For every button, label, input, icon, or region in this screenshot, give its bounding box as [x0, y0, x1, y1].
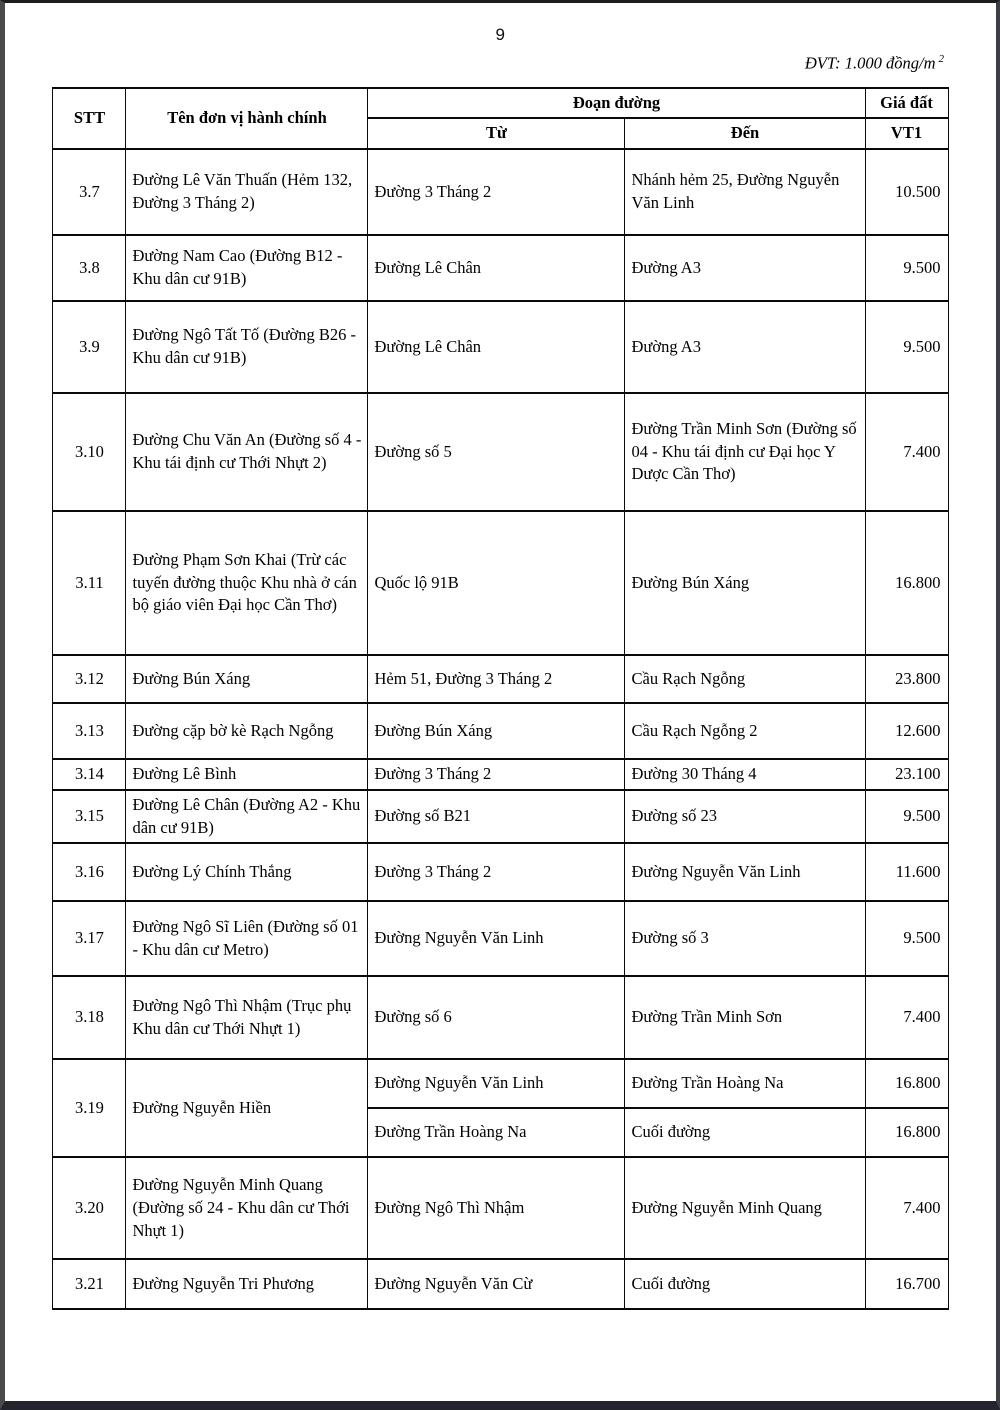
row-from: Đường Bún Xáng — [368, 703, 625, 759]
row-admin-unit: Đường Lê Chân (Đường A2 - Khu dân cư 91B) — [126, 790, 368, 844]
row-stt: 3.9 — [53, 301, 126, 393]
table-row — [53, 301, 948, 393]
table-row — [53, 393, 948, 511]
row-price-vt1: 16.800 — [865, 511, 948, 655]
row-admin-unit: Đường Lê Bình — [126, 759, 368, 790]
row-stt: 3.16 — [53, 843, 126, 901]
row-to: Đường Trần Hoàng Na — [625, 1059, 865, 1108]
table-row — [53, 511, 948, 655]
table-row — [53, 149, 948, 235]
row-from: Đường số 5 — [368, 393, 625, 511]
row-from: Hẻm 51, Đường 3 Tháng 2 — [368, 655, 625, 703]
row-price-vt1: 7.400 — [865, 976, 948, 1059]
table-row — [53, 901, 948, 976]
row-admin-unit: Đường cặp bờ kè Rạch Ngỗng — [126, 703, 368, 759]
header-road-section: Đoạn đường — [368, 88, 865, 119]
row-stt: 3.15 — [53, 790, 126, 844]
row-stt: 3.18 — [53, 976, 126, 1059]
row-price-vt1: 16.800 — [865, 1108, 948, 1157]
row-stt: 3.10 — [53, 393, 126, 511]
row-admin-unit: Đường Nguyễn Minh Quang (Đường số 24 - Khu dân cư Thới Nhựt 1) — [126, 1157, 368, 1259]
row-to: Đường Bún Xáng — [625, 511, 865, 655]
row-price-vt1: 16.700 — [865, 1259, 948, 1309]
row-admin-unit: Đường Chu Văn An (Đường số 4 - Khu tái định cư Thới Nhựt 2) — [126, 393, 368, 511]
row-stt: 3.8 — [53, 235, 126, 301]
table-row — [53, 235, 948, 301]
row-to: Cuối đường — [625, 1259, 865, 1309]
row-stt: 3.12 — [53, 655, 126, 703]
table-row — [53, 976, 948, 1059]
header-stt: STT — [53, 88, 126, 150]
table-row — [53, 1259, 948, 1309]
page — [5, 3, 996, 1310]
row-admin-unit: Đường Ngô Tất Tố (Đường B26 - Khu dân cư 91B) — [126, 301, 368, 393]
table-row — [53, 1157, 948, 1259]
row-from: Quốc lộ 91B — [368, 511, 625, 655]
row-price-vt1: 9.500 — [865, 235, 948, 301]
row-to: Đường 30 Tháng 4 — [625, 759, 865, 790]
unit-note — [5, 53, 944, 74]
row-to: Đường A3 — [625, 235, 865, 301]
header-vt1: VT1 — [865, 118, 948, 149]
row-price-vt1: 9.500 — [865, 301, 948, 393]
row-admin-unit: Đường Nguyễn Tri Phương — [126, 1259, 368, 1309]
row-to: Cầu Rạch Ngỗng 2 — [625, 703, 865, 759]
land-price-table — [52, 87, 948, 1311]
row-from: Đường Nguyễn Văn Linh — [368, 901, 625, 976]
row-from: Đường 3 Tháng 2 — [368, 149, 625, 235]
row-to: Đường số 3 — [625, 901, 865, 976]
row-admin-unit: Đường Ngô Thì Nhậm (Trục phụ Khu dân cư Thới Nhựt 1) — [126, 976, 368, 1059]
table-row — [53, 843, 948, 901]
row-to: Đường Nguyễn Văn Linh — [625, 843, 865, 901]
row-to: Đường Nguyễn Minh Quang — [625, 1157, 865, 1259]
row-from: Đường Nguyễn Văn Linh — [368, 1059, 625, 1108]
header-from: Từ — [368, 118, 625, 149]
table-row — [53, 1059, 948, 1108]
row-admin-unit: Đường Lý Chính Thắng — [126, 843, 368, 901]
row-to: Cuối đường — [625, 1108, 865, 1157]
row-price-vt1: 10.500 — [865, 149, 948, 235]
row-stt: 3.17 — [53, 901, 126, 976]
row-price-vt1: 23.100 — [865, 759, 948, 790]
table-row — [53, 790, 948, 844]
row-price-vt1: 11.600 — [865, 843, 948, 901]
row-admin-unit: Đường Lê Văn Thuấn (Hẻm 132, Đường 3 Tháng 2) — [126, 149, 368, 235]
table-row — [53, 759, 948, 790]
row-admin-unit: Đường Phạm Sơn Khai (Trừ các tuyến đường thuộc Khu nhà ở cán bộ giáo viên Đại học Cần Thơ) — [126, 511, 368, 655]
row-stt: 3.20 — [53, 1157, 126, 1259]
table-row — [53, 655, 948, 703]
row-admin-unit: Đường Bún Xáng — [126, 655, 368, 703]
row-stt: 3.19 — [53, 1059, 126, 1157]
row-stt: 3.14 — [53, 759, 126, 790]
row-from: Đường Lê Chân — [368, 301, 625, 393]
row-price-vt1: 9.500 — [865, 901, 948, 976]
row-from: Đường 3 Tháng 2 — [368, 759, 625, 790]
unit-note-text: ĐVT: 1.000 đồng/m — [804, 53, 936, 73]
row-to: Nhánh hẻm 25, Đường Nguyễn Văn Linh — [625, 149, 865, 235]
row-from: Đường số B21 — [368, 790, 625, 844]
header-to: Đến — [625, 118, 865, 149]
row-admin-unit: Đường Ngô Sĩ Liên (Đường số 01 - Khu dân cư Metro) — [126, 901, 368, 976]
row-price-vt1: 12.600 — [865, 703, 948, 759]
row-to: Đường Trần Minh Sơn — [625, 976, 865, 1059]
row-from: Đường số 6 — [368, 976, 625, 1059]
row-admin-unit: Đường Nam Cao (Đường B12 - Khu dân cư 91B) — [126, 235, 368, 301]
row-to: Đường A3 — [625, 301, 865, 393]
row-price-vt1: 9.500 — [865, 790, 948, 844]
row-price-vt1: 16.800 — [865, 1059, 948, 1108]
row-from: Đường Nguyễn Văn Cừ — [368, 1259, 625, 1309]
row-to: Đường số 23 — [625, 790, 865, 844]
row-stt: 3.21 — [53, 1259, 126, 1309]
row-from: Đường 3 Tháng 2 — [368, 843, 625, 901]
header-land-price: Giá đất — [865, 88, 948, 119]
row-price-vt1: 7.400 — [865, 1157, 948, 1259]
row-from: Đường Lê Chân — [368, 235, 625, 301]
row-to: Cầu Rạch Ngỗng — [625, 655, 865, 703]
row-stt: 3.11 — [53, 511, 126, 655]
row-stt: 3.7 — [53, 149, 126, 235]
table-row — [53, 703, 948, 759]
unit-note-superscript: 2 — [938, 53, 944, 65]
table-header-row-1 — [53, 88, 948, 119]
page-number: 9 — [495, 25, 506, 44]
row-stt: 3.13 — [53, 703, 126, 759]
row-price-vt1: 7.400 — [865, 393, 948, 511]
row-to: Đường Trần Minh Sơn (Đường số 04 - Khu tái định cư Đại học Y Dược Cần Thơ) — [625, 393, 865, 511]
row-price-vt1: 23.800 — [865, 655, 948, 703]
header-admin-unit: Tên đơn vị hành chính — [126, 88, 368, 150]
row-from: Đường Ngô Thì Nhậm — [368, 1157, 625, 1259]
row-admin-unit: Đường Nguyễn Hiền — [126, 1059, 368, 1157]
row-from: Đường Trần Hoàng Na — [368, 1108, 625, 1157]
